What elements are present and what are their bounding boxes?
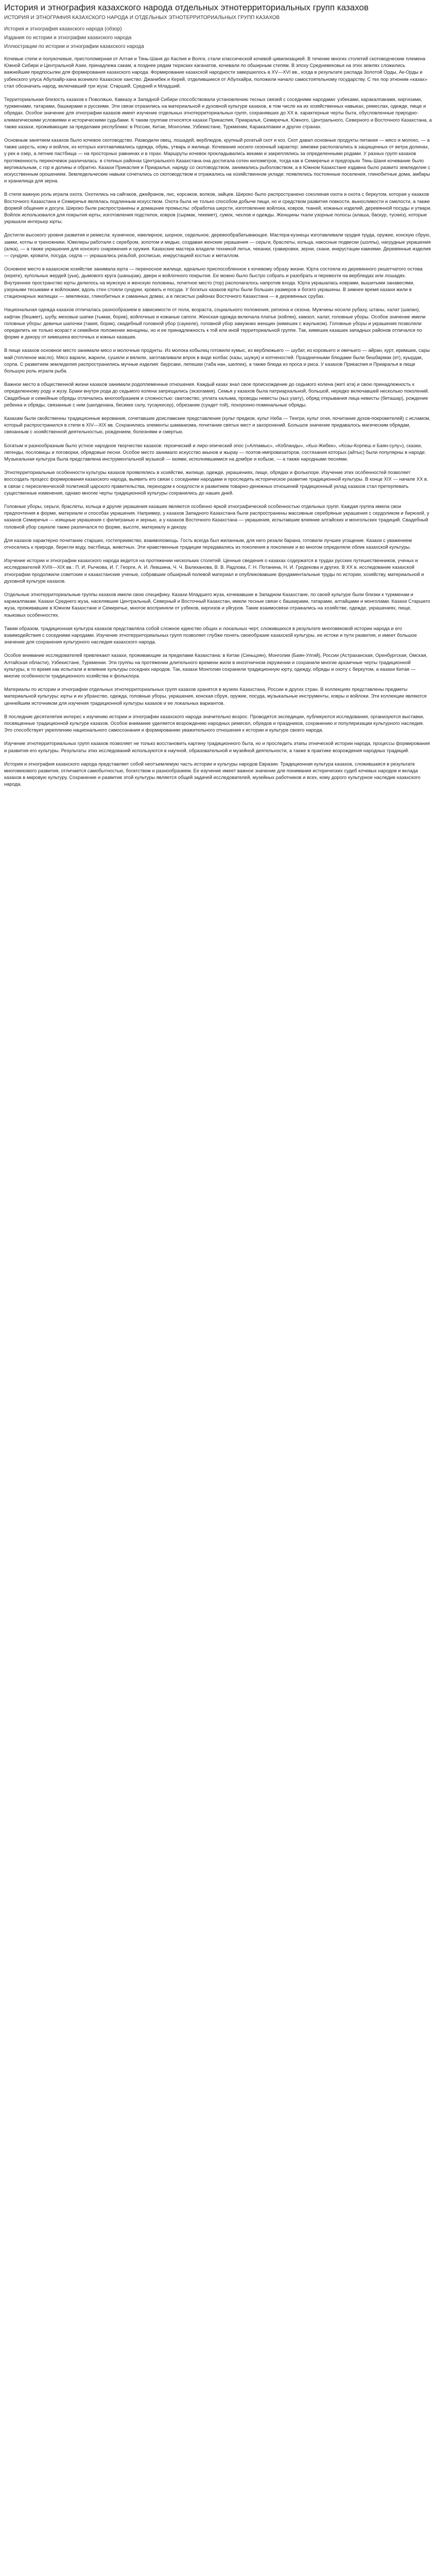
article-paragraph: В степи важную роль играла охота. Охотились на сайгаков, джейранов, лис, корсаков, волков, зайцев. Широко было распространено соколиная охота и охота с беркутом, которая у казахов Восточного Казахстана и Семиречья являлась подлинным искусством. Охота была не только способом добычи пищи, но и средством развития ловкости, выносливости и смелости, а также формой общения и досуга. Широко были распространены и домашние промыслы: обработка шерсти, изготовление войлока, ковров, тканей, кожаных изделий, деревянной посуды и утвари. Войлок использовался для покрытия юрты, изготовления подстилок, ковров (сырмак, текемет), сумок, чехлов и одежды. Женщины ткали узорные полосы (алаша, баскур, тускиіз), которые украшали интерьер юрты. — [4, 191, 432, 225]
article-paragraph: В пище казахов основное место занимали мясо и молочные продукты. Из молока кобылиц готовили кумыс, из верблюжьего — шубат, из коровьего и овечьего — айран, курт, иримшик, сары май (топленое масло). Мясо варили, жарили, сушили и вялили, заготавливали впрок в виде колбас (казы, шужук) и копченостей. Праздничными блюдами были бешбармак (ет), куырдак, сорпа. С развитием земледелия распространились мучные изделия: баурсаки, лепешки (таба нан, шелпек), а также блюда из проса и риса. У казахов Прикаспия и Приаралья в пище большую роль играла рыба. — [4, 347, 430, 374]
article-paragraph: Особое внимание исследователей привлекают казахи, проживающие за пределами Казахстана: в Китае (Синьцзян), Монголии (Баян-Улгий), России (Астраханская, Оренбургская, Омская, Алтайская области), Узбекистане, Туркмении. Эти группы на протяжении длительного времени жили в иноэтничном окружении и сохранили многие архаичные черты традиционной культуры, в то время как испытали и влияние культуры соседних народов. Так, казахи Монголии сохранили традиционную юрту, одежду, обряды и охоту с беркутом, а казахи Китая — многие особенности традиционного хозяйства и фольклора. — [4, 652, 428, 679]
page-subtitle: ИСТОРИЯ И ЭТНОГРАФИЯ КАЗАХСКОГО НАРОДА И ОТДЕЛЬНЫХ ЭТНОТЕРРИТОРИАЛЬНЫХ ГРУПП КАЗАХОВ — [4, 15, 280, 21]
article-paragraph: Изучение этнотерриториальных групп казахов позволяет не только восстановить картину традиционного быта, но и проследить этапы этнической истории народа, процессы формирования и развития его культуры. Результаты этих исследований используются в научной, образовательной и музейной деятельности, а также в практике возрождения народных традиций. — [4, 740, 430, 753]
article-paragraph: Важное место в общественной жизни казахов занимали родоплеменные отношения. Каждый казах знал свое происхождение до седьмого колена (жеті ата) и свою принадлежность к определенному роду и жузу. Браки внутри рода до седьмого колена запрещались (экзогамия). Семья у казахов была патриархальной, большой, нередко включавшей несколько поколений. Свадебные и семейные обряды отличались многообразием и сложностью: сватовство, уплата калыма, проводы невесты (кыз узату), обряд открывания лица невесты (беташар), рождение ребенка и обряды, связанные с ним (шилдехана, бесикке салу, тусаукесер), обрезание (сундет той), похоронно-поминальные обряды. — [4, 381, 429, 408]
article-paragraph: В последние десятилетия интерес к изучению истории и этнографии казахского народа значительно возрос. Проводятся экспедиции, публикуются исследования, организуются выставки, посвященные традиционной культуре казахов. Особое внимание уделяется возрождению народных ремесел, обрядов и праздников, сохранению и популяризации культурного наследия. Это способствует укреплению национального самосознания и формированию уважительного отношения к истории и культуре своего народа. — [4, 713, 424, 733]
article-paragraph: Основным занятием казахов было кочевое скотоводство. Разводили овец, лошадей, верблюдов, крупный рогатый скот и коз. Скот давал основные продукты питания — мясо и молоко, — а также шерсть, кожу и войлок, из которых изготавливались одежда, обувь, утварь и жилище. Кочевание носило сезонный характер: зимовки располагались в защищенных от ветра долинах, у рек и озер, а летние пастбища — на просторных равнинах и в горах. Маршруты кочевок прокладывались веками и закреплялись за определенными родами. У разных групп казахов протяженность перекочевок различалась: в степных районах Центрального Казахстана она достигала сотен километров, тогда как в Семиречье и предгорьях Тянь-Шаня кочевание было вертикальным, с гор в долины и обратно. Казахи Прикаспия и Приаралья, наряду со скотоводством, занимались рыболовством, а в Южном Казахстане издавна было развито земледелие с искусственным орошением. Земледельческие навыки сочетались со скотоводством и отражались на хозяйственном укладе: появлялись постоянные поселения, глинобитные дома, амбары и хранилища для зерна. — [4, 137, 430, 184]
article-paragraph: Отдельные этнотерриториальные группы казахов имели свою специфику. Казахи Младшего жуза, кочевавшие в Западном Казахстане, по своей культуре были близки к туркменам и каракалпакам. Казахи Среднего жуза, населявшие Центральный, Северный и Восточный Казахстан, имели тесные связи с башкирами, татарами, алтайцами и монголами. Казахи Старшего жуза, проживавшие в Южном Казахстане и Семиречье, многое восприняли от узбеков, киргизов и уйгуров. Такие взаимосвязи отражались на хозяйстве, одежде, украшениях, пище, языковых особенностях. — [4, 591, 430, 618]
article-paragraph: Национальная одежда казахов отличалась разнообразием в зависимости от пола, возраста, социального положения, региона и сезона. Мужчины носили рубаху, штаны, халат (шапан), кафтан (бешмет), шубу, меховые шапки (тымак, борик), войлочные и кожаные сапоги. Женская одежда включала платье (койлек), камзол, халат, головные уборы. Особое значение имели головные уборы: девичьи шапочки (такия, борик), свадебный головной убор (саукеле), головной убор замужних женщин (кимешек с жаулыком). Головные уборы и украшения позволяли определить не только возраст и семейное положение женщины, но и ее принадлежность к той или иной территориальной группе. Так, кимешек казашек западных районов отличался по форме и декору от кимешека восточных и южных казашек. — [4, 307, 426, 340]
article-paragraph: Материалы по истории и этнографии отдельных этнотерриториальных групп казахов хранятся в музеях Казахстана, России и других стран. В коллекциях представлены предметы материальной культуры: юрты и их убранство, одежда, головные уборы, украшения, конская сбруя, оружие, посуда, музыкальные инструменты, ковры и войлоки. Эти коллекции являются ценнейшим источником для изучения традиционной культуры казахов и ее локальных вариантов. — [4, 686, 427, 706]
article-paragraph: Для казахов характерно почитание старших, гостеприимство, взаимопомощь. Гость всегда был желанным, для него резали барана, готовили лучшее угощение. Казахи с уважением относились к природе, берегли воду, пастбища, животных. Эти нравственные традиции передавались из поколения в поколение и во многом определяли облик казахской культуры. — [4, 537, 412, 550]
article-page — [0, 0, 436, 788]
article-paragraph: История и этнография казахского народа представляет собой неотъемлемую часть истории и культуры народов Евразии. Традиционная культура казахов, сложившаяся в результате многовекового развития, отличается самобытностью, богатством и разнообразием. Ее изучение имеет важное значение для понимания исторических судеб кочевых народов и вклада казахов в мировую культуру. Сохранение и развитие этой культуры является общей задачей исследователей, музейных работников и всех, кому дорого культурное наследие казахского народа. — [4, 760, 421, 787]
meta-item[interactable]: Иллюстрации по истории и этнографии казахского народа — [4, 44, 144, 49]
article-paragraph: Головные уборы, серьги, браслеты, кольца и другие украшения казашек являются особенно яркой этнографической особенностью отдельных групп. Каждая группа имела свои предпочтения в форме, материале и способах украшения. Например, у казахов Западного Казахстана были распространены массивные серебряные украшения с сердоликом и бирюзой, у казахов Семиречья — изящные украшения с филигранью и зернью, а у казахов Восточного Казахстана — украшения, испытавшие влияние алтайских и монгольских традиций. Свадебный головной убор саукеле также различался по форме, высоте, материалу и декору. — [4, 503, 429, 530]
article-paragraph: Основное место в казахском хозяйстве занимала юрта — переносное жилище, идеально приспособленное к кочевому образу жизни. Юрта состояла из деревянного решетчатого остова (кереге), купольных жердей (уык), дымового круга (шанырак), двери и войлочного покрытия. Ее можно было быстро собрать и разобрать и перевезти на верблюдах или лошадях. Внутреннее пространство юрты делилось на мужскую и женскую половины, почетное место (тор) располагалось напротив входа. Юрта украшалась коврами, вышитыми занавесями, узорными тесьмами и войлоками; вдоль стен стояли сундуки, кровать и посуда. У богатых казахов юрты были больших размеров и богато украшены. В зимнее время казахи жили в стационарных жилищах — землянках, глинобитных и саманных домах, а в лесистых районах Восточного Казахстана — в деревянных срубах. — [4, 266, 423, 299]
article-body — [4, 55, 432, 788]
article-paragraph: Казахам были свойственны традиционные верования, сочетавшие доисламские представления (культ предков, культ Неба — Тенгри, культ огня, почитание духов-покровителей) с исламом, который распространился в степи в XIV—XIX вв. Сохранялись элементы шаманизма, почитание святых мест и захоронений. Большое значение придавалось магическим обрядам, связанным с хозяйственной деятельностью, рождением, болезнями и смертью. — [4, 415, 431, 435]
meta-item[interactable]: История и этнография казахского народа (обзор) — [4, 26, 122, 32]
article-paragraph: Богатым и разнообразным было устное народное творчество казахов: героический и лиро-эпический эпос («Алпамыс», «Кобланды», «Кыз-Жибек», «Козы-Корпеш и Баян-сулу»), сказки, легенды, пословицы и поговорки, обрядовые песни. Особое место занимало искусство акынов и жырау — поэтов-импровизаторов, состязания которых (айтыс) были популярны в народе. Музыкальная культура была представлена инструментальной музыкой — кюями, исполнявшимися на домбре и кобызе, — а также народными песнями. — [4, 442, 426, 462]
article-paragraph: Территориальная близость казахов к Поволжью, Кавказу и Западной Сибири способствовала установлению тесных связей с соседними народами: узбеками, каракалпаками, киргизами, туркменами, татарами, башкирами и русскими. Эти связи отразились на материальной и духовной культуре казахов, в том числе на их хозяйственных навыках, ремеслах, одежде, пище и обрядах. Особое значение для этнографии казахов имеет изучение отдельных этнотерриториальных групп, сохранявших до XX в. характерные черты быта, обусловленные природно-климатическими условиями и историческими судьбами. К таким группам относятся казахи Прикаспия, Приаралья, Семиречья, Южного, Центрального, Северного и Восточного Казахстана, а также казахи, проживающие за пределами республики: в России, Китае, Монголии, Узбекистане, Туркмении, Каракалпакии и других странах. — [4, 96, 432, 129]
page-title: История и этнография казахского народа отдельных этнотерриториальных групп казахов — [4, 3, 369, 12]
meta-list — [4, 26, 432, 50]
meta-item[interactable]: Издания по истории и этнографии казахского народа — [4, 35, 132, 41]
article-paragraph: Этнотерриториальные особенности культуры казахов проявлялись в хозяйстве, жилище, одежде, украшениях, пище, обрядах и фольклоре. Изучение этих особенностей позволяет воссоздать процесс формирования казахского народа, выявить его связи с соседними народами и проследить историческое развитие традиционной культуры. В конце XIX — начале XX в. в связи с переселенческой политикой царского правительства, переходом к оседлости и развитием товарно-денежных отношений традиционный уклад казахов стал претерпевать существенные изменения, однако многие черты традиционной культуры сохранились до наших дней. — [4, 469, 428, 496]
article-paragraph: Достигли высокого уровня развития и ремесла: кузнечное, ювелирное, шорное, седельное, деревообрабатывающее. Мастера-кузнецы изготавливали орудия труда, оружие, конскую сбрую, замки, котлы и треножники. Ювелиры работали с серебром, золотом и медью, создавая женские украшения — серьги, браслеты, кольца, накосные подвески (шолпы), нагрудные украшения (алка), — а также украшения для конского снаряжения и оружия. Казахские мастера владели техникой литья, чеканки, гравировки, зерни, скани, инкрустации камнями. Деревянные изделия — сундуки, кровати, посуда, седла — украшались резьбой, росписью, инкрустацией костью и металлом. — [4, 232, 431, 259]
article-paragraph: Изучение истории и этнографии казахского народа ведется на протяжении нескольких столетий. Ценные сведения о казахах содержатся в трудах русских путешественников, ученых и исследователей XVIII—XIX вв.: П. И. Рычкова, И. Г. Георги, А. И. Левшина, Ч. Ч. Валиханова, В. В. Радлова, Г. Н. Потанина, Н. И. Гродекова и других. В XX в. исследование казахской этнографии продолжили советские и казахстанские ученые, собравшие обширный полевой материал и опубликовавшие фундаментальные труды по истории, хозяйству, материальной и духовной культуре казахов. — [4, 557, 424, 584]
article-paragraph: Таким образом, традиционная культура казахов представляла собой сложное единство общих и локальных черт, сложившихся в результате многовековой истории народа и его взаимодействия с соседними народами. Изучение этнотерриториальных групп позволяет глубже понять своеобразие казахской культуры, ее истоки и пути развития, и имеет большое значение для сохранения культурного наследия казахского народа. — [4, 625, 417, 645]
article-paragraph: Кочевые степи и полукочевые, престоломерная от Алтая и Тянь-Шаня до Каспия и Волги, стали классической кочевой цивилизацией. В течение многих столетий скотоводческие племена Южной Сибири и Центральной Азии, принадлежа сакам, а позднее рядам тюркских каганатов, кочевали по обширным степям. В эпоху Средневековья на этих землях сложились важнейшие предпосылки для формирования казахского народа. Формирование казахской народности завершилось в XV—XVI вв., когда в результате распада Золотой Орды, Ак-Орды и узбекского улуса Абулхайр-хана возникло Казахское ханство. Джанибек и Керей, отделившиеся от Абулхайра, положили начало самостоятельному государству. С тех пор этноним «казах» стал обозначать народ, включавший три жуза: Старший, Средний и Младший. — [4, 56, 428, 89]
